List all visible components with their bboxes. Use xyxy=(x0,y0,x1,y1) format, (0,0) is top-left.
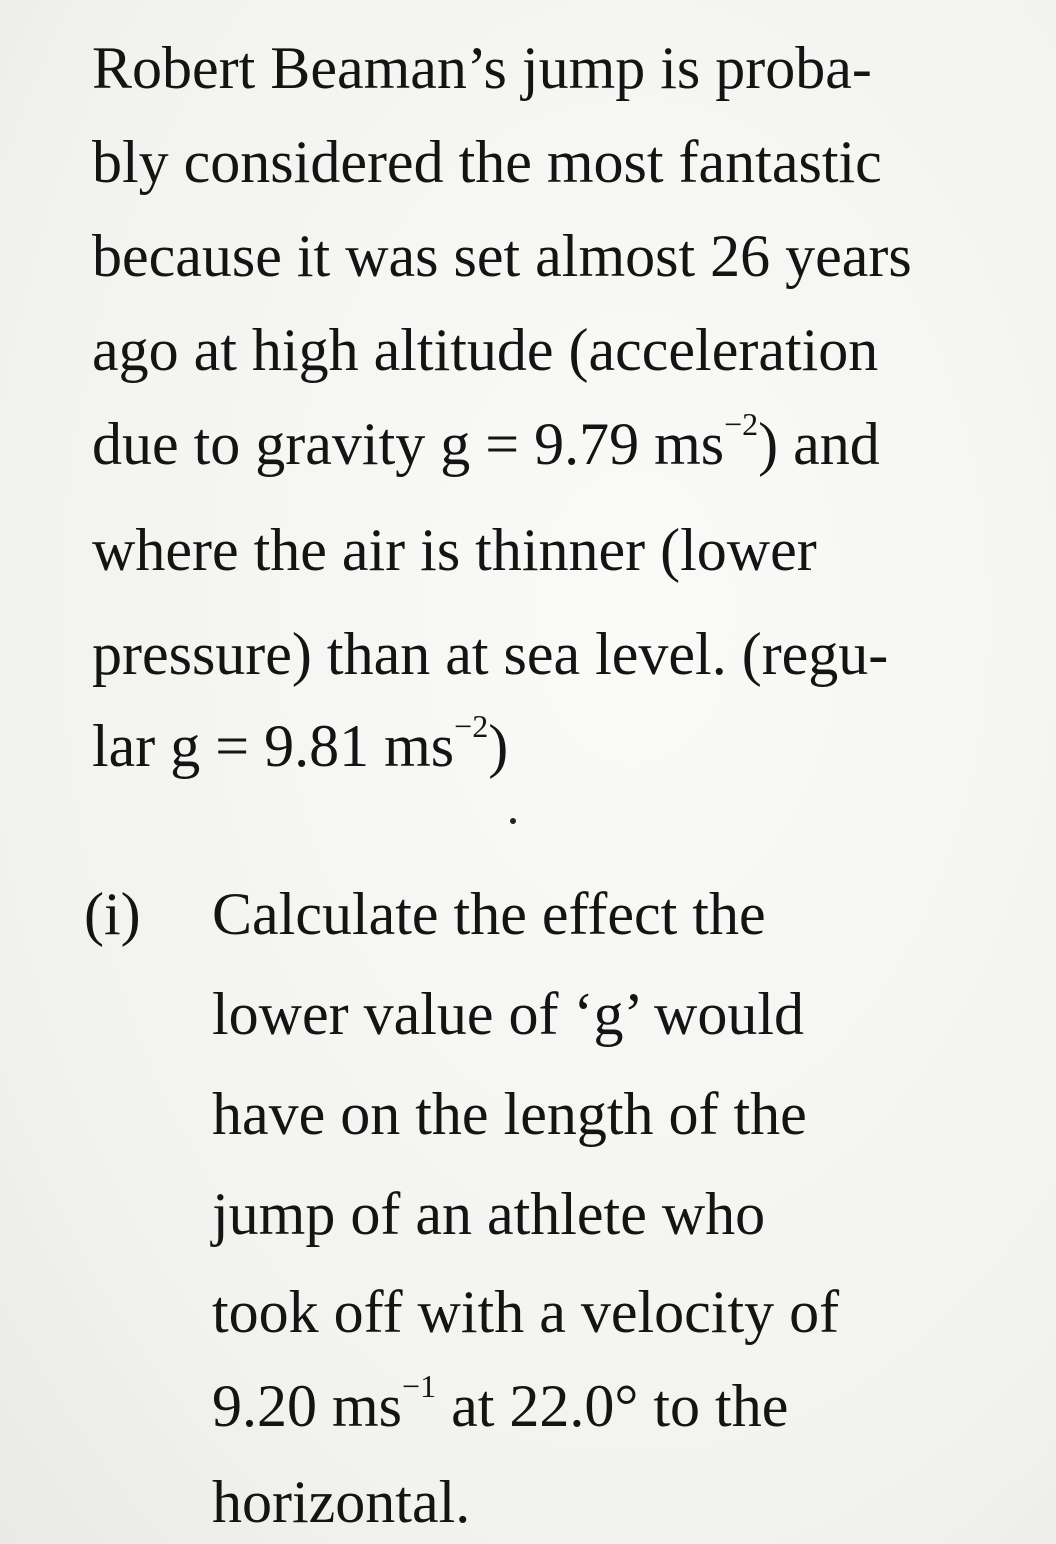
paragraph-line-4: ago at high altitude (acceleration xyxy=(92,317,879,383)
unit-exponent: −2 xyxy=(454,708,489,744)
paragraph-line-5 xyxy=(92,404,880,484)
paragraph-line-5-text: due to gravity g = 9.79 ms xyxy=(92,411,725,477)
question-line-6-tail: at 22.0° to the xyxy=(436,1373,789,1439)
paragraph-line-8-tail: ) xyxy=(488,713,509,779)
question-line-6-text: 9.20 ms xyxy=(212,1373,403,1439)
paragraph-line-3: because it was set almost 26 years xyxy=(92,223,912,289)
question-line-4: jump of an athlete who xyxy=(212,1181,766,1247)
paragraph-line-1: Robert Beaman’s jump is proba- xyxy=(92,35,872,101)
question-line-5: took off with a velocity of xyxy=(212,1279,840,1345)
paragraph-line-7: pressure) than at sea level. (regu- xyxy=(92,621,889,687)
question-line-6 xyxy=(212,1366,788,1446)
paragraph-line-6: where the air is thinner (lower xyxy=(92,517,817,583)
question-line-2: lower value of ‘g’ would xyxy=(212,981,805,1047)
unit-exponent: −2 xyxy=(724,406,759,442)
unit-exponent: −1 xyxy=(402,1368,437,1404)
paragraph-line-8 xyxy=(92,706,508,786)
paragraph-line-5-tail: ) and xyxy=(758,411,880,477)
question-line-7: horizontal. xyxy=(212,1469,471,1535)
paragraph-line-8-text: lar g = 9.81 ms xyxy=(92,713,455,779)
question-line-1: Calculate the effect the xyxy=(212,881,766,947)
question-label: (i) xyxy=(84,881,141,947)
stray-mark xyxy=(510,818,516,824)
paragraph-line-2: bly considered the most fantastic xyxy=(92,129,882,195)
question-line-3: have on the length of the xyxy=(212,1081,807,1147)
